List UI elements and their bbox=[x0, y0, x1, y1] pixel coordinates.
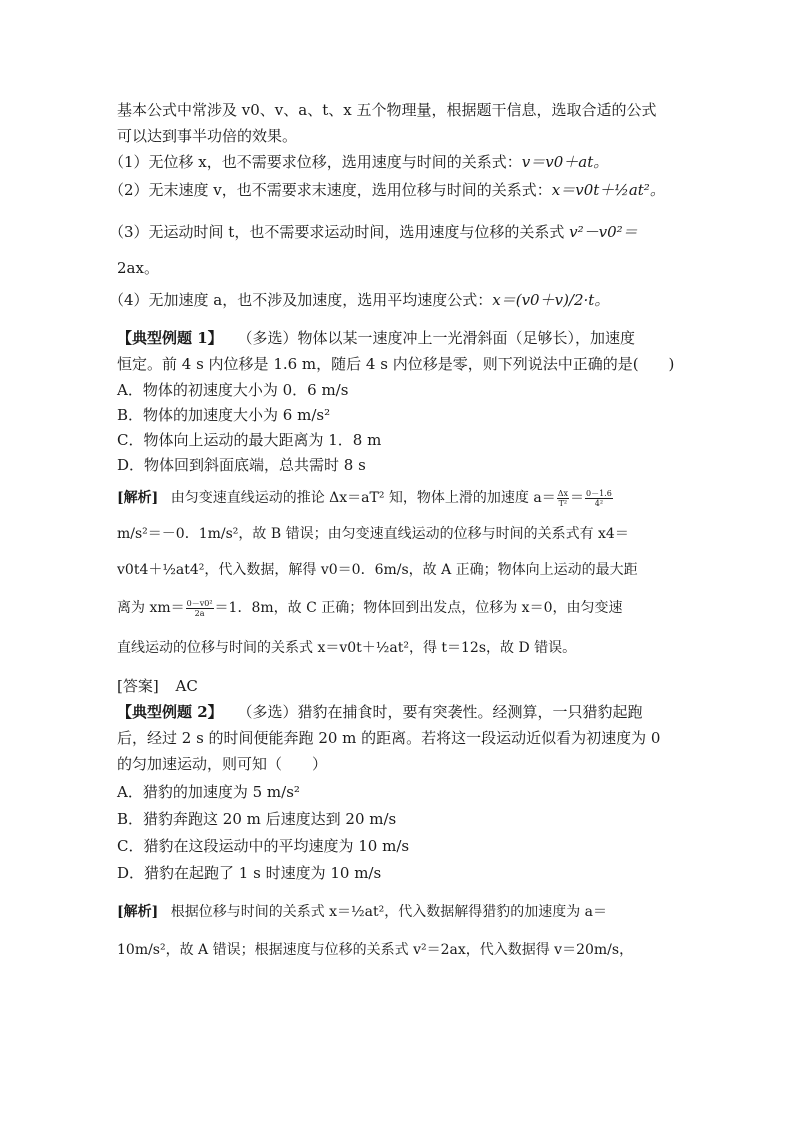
example-1-analysis-line-5: 直线运动的位移与时间的关系式 x＝v0t＋½at²，得 t＝12s，故 D 错误。 bbox=[117, 640, 577, 656]
example-2-question-line-2: 后，经过 2 s 的时间便能奔跑 20 m 的距离。若将这一段运动近似看为初速度为 0 bbox=[117, 729, 661, 747]
example-2-analysis-line-1 bbox=[117, 902, 607, 922]
example-1-analysis-label: [解析] bbox=[117, 490, 159, 506]
example-1-option-b: B．物体的加速度大小为 6 m/s² bbox=[117, 406, 331, 424]
item-3-formula: v²－v0²＝ bbox=[569, 223, 638, 241]
example-1-a1: 由匀变速直线运动的推论 Δx＝aT² 知，物体上滑的加速度 a＝ bbox=[170, 490, 556, 506]
item-2-formula: x＝v0t＋½at²。 bbox=[551, 181, 665, 199]
example-2-option-d: D．猎豹在起跑了 1 s 时速度为 10 m/s bbox=[117, 864, 382, 882]
example-1-tag: （多选） bbox=[237, 329, 298, 347]
intro-item-1 bbox=[109, 152, 608, 172]
example-1-option-d: D．物体回到斜面底端，总共需时 8 s bbox=[117, 456, 366, 474]
example-1-answer-label: [答案] bbox=[117, 677, 159, 695]
example-1-frac-3: $\frac{\text{0－v0²}}{2a}$ bbox=[186, 598, 213, 618]
example-1-analysis-line-2: m/s²＝－0．1m/s²，故 B 错误；由匀变速直线运动的位移与时间的关系式有 x4＝ bbox=[117, 526, 629, 542]
example-1-analysis-line-3: v0t4＋½at4²，代入数据，解得 v0＝0．6m/s，故 A 正确；物体向上运动的最大距 bbox=[117, 562, 638, 578]
example-2-question-line-1 bbox=[117, 702, 642, 722]
example-1-answer-value: AC bbox=[175, 677, 198, 695]
intro-item-4 bbox=[109, 290, 609, 310]
intro-item-2 bbox=[109, 180, 665, 200]
example-2-q1: 猎豹在捕食时，要有突袭性。经测算，一只猎豹起跑 bbox=[297, 703, 643, 721]
intro-item-3 bbox=[109, 222, 638, 242]
example-1-question-line-2: 恒定。前 4 s 内位移是 1.6 m，随后 4 s 内位移是零，则下列说法中正确的是( ) bbox=[117, 355, 675, 373]
example-1-question-line-1 bbox=[117, 328, 635, 348]
example-1-header: 【典型例题 1】 bbox=[117, 329, 223, 347]
example-2-option-c: C．猎豹在这段运动中的平均速度为 10 m/s bbox=[117, 837, 410, 855]
example-1-frac-2: $\frac{0-1.6}{\text{4²}}$ bbox=[586, 488, 612, 508]
example-2-analysis-label: [解析] bbox=[117, 904, 159, 920]
item-1-text: （1）无位移 x，也不需要求位移，选用速度与时间的关系式： bbox=[109, 153, 522, 171]
item-3-text: （3）无运动时间 t，也不需要求运动时间，选用速度与位移的关系式 bbox=[109, 223, 565, 241]
example-1-analysis-line-1: [解析] 由匀变速直线运动的推论 Δx＝aT² 知，物体上滑的加速度 a＝ $\frac{\Delta x}{\text{T²}}$ ＝ $\frac{0-1.6}{\text{4²}}$ bbox=[117, 488, 612, 508]
example-2-header: 【典型例题 2】 bbox=[117, 703, 223, 721]
intro-line-2: 可以达到事半功倍的效果。 bbox=[117, 127, 298, 145]
example-1-analysis-line-4 bbox=[117, 598, 623, 618]
item-1-formula: v＝v0＋at。 bbox=[521, 153, 609, 171]
example-1-a4-post: ＝1．8m，故 C 正确；物体回到出发点，位移为 x＝0，由匀变速 bbox=[214, 600, 623, 616]
example-2-option-b: B．猎豹奔跑这 20 m 后速度达到 20 m/s bbox=[117, 810, 397, 828]
item-4-text: （4）无加速度 a，也不涉及加速度，选用平均速度公式： bbox=[109, 291, 493, 309]
intro-item-3-cont: 2ax。 bbox=[117, 259, 159, 277]
example-2-option-a: A．猎豹的加速度为 5 m/s² bbox=[117, 783, 300, 801]
example-2-a1: 根据位移与时间的关系式 x＝½at²，代入数据解得猎豹的加速度为 a＝ bbox=[170, 904, 607, 920]
item-2-text: （2）无末速度 v，也不需要求末速度，选用位移与时间的关系式： bbox=[109, 181, 552, 199]
example-1-q1: 物体以某一速度冲上一光滑斜面（足够长），加速度 bbox=[297, 329, 635, 347]
example-1-answer bbox=[117, 676, 198, 696]
example-1-frac-1: $\frac{\Delta x}{\text{T²}}$ bbox=[557, 488, 568, 508]
example-2-analysis-line-2: 10m/s²，故 A 错误；根据速度与位移的关系式 v²＝2ax，代入数据得 v＝20m/s， bbox=[117, 942, 634, 958]
example-2-question-line-3: 的匀加速运动，则可知（ ） bbox=[117, 755, 328, 773]
example-1-option-a: A．物体的初速度大小为 0．6 m/s bbox=[117, 381, 349, 399]
item-4-formula: x＝(v0＋v)/2·t。 bbox=[492, 291, 610, 309]
example-2-tag: （多选） bbox=[237, 703, 298, 721]
example-1-a4-pre: 离为 xm＝ bbox=[117, 600, 185, 616]
example-1-option-c: C．物体向上运动的最大距离为 1．8 m bbox=[117, 431, 382, 449]
intro-line-1: 基本公式中常涉及 v0、v、a、t、x 五个物理量，根据题干信息，选取合适的公式 bbox=[117, 101, 657, 119]
